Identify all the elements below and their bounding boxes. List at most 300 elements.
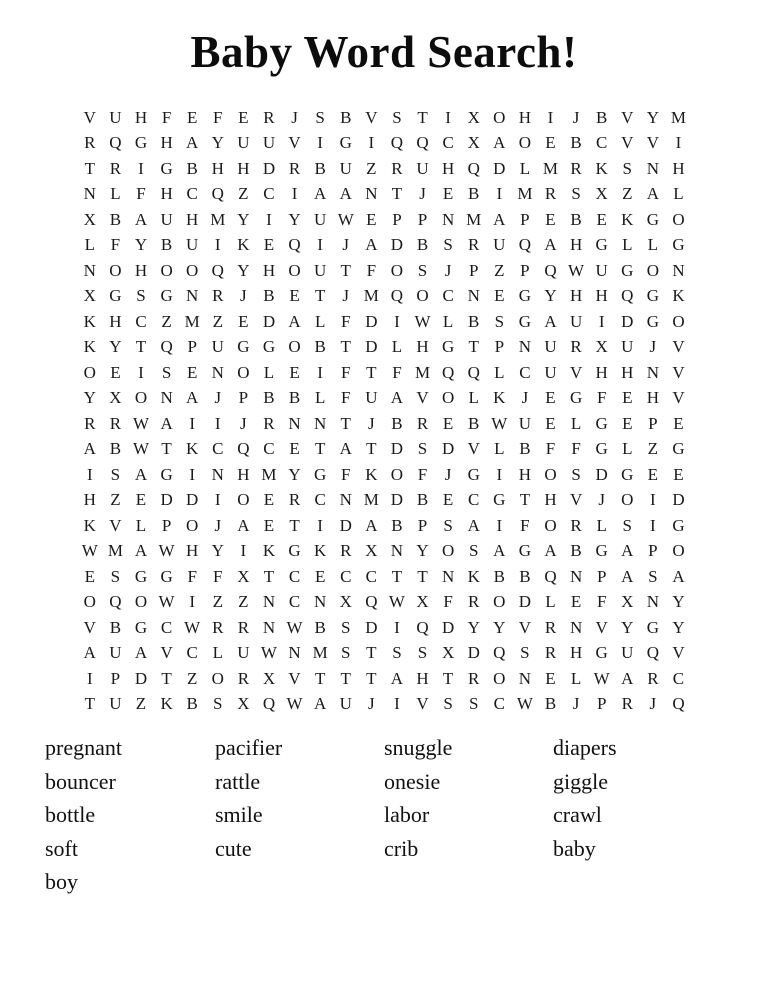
grid-letter: E bbox=[673, 413, 684, 433]
grid-letter: S bbox=[341, 643, 351, 663]
grid-letter: T bbox=[340, 337, 351, 357]
grid-letter: W bbox=[286, 617, 303, 637]
grid-letter: T bbox=[417, 566, 428, 586]
grid-letter: Z bbox=[161, 311, 172, 331]
word-list-item: baby bbox=[553, 835, 596, 861]
grid-letter: L bbox=[212, 643, 223, 663]
grid-letter: A bbox=[390, 668, 404, 688]
grid-letter: L bbox=[391, 337, 403, 357]
grid-letter: O bbox=[390, 260, 404, 280]
grid-letter: J bbox=[342, 286, 350, 306]
grid-letter: E bbox=[366, 209, 377, 229]
grid-letter: F bbox=[443, 592, 453, 612]
grid-letter: N bbox=[83, 260, 96, 280]
grid-letter: B bbox=[519, 566, 531, 586]
grid-letter: N bbox=[83, 184, 96, 204]
grid-letter: M bbox=[517, 184, 533, 204]
grid-letter: B bbox=[493, 566, 505, 586]
grid-letter: L bbox=[314, 311, 326, 331]
grid-letter: B bbox=[314, 158, 326, 178]
grid-letter: Q bbox=[109, 592, 122, 612]
grid-letter: V bbox=[672, 643, 685, 663]
grid-letter: Y bbox=[288, 209, 301, 229]
grid-letter: Y bbox=[211, 541, 224, 561]
grid-letter: N bbox=[646, 592, 659, 612]
grid-letter: E bbox=[545, 209, 556, 229]
grid-letter: S bbox=[417, 439, 428, 459]
grid-letter: S bbox=[571, 464, 581, 484]
grid-letter: U bbox=[109, 107, 122, 127]
grid-letter: A bbox=[493, 209, 506, 229]
grid-letter: V bbox=[672, 362, 685, 382]
grid-letter: L bbox=[519, 158, 531, 178]
grid-letter: R bbox=[237, 668, 250, 688]
grid-letter: A bbox=[288, 311, 301, 331]
grid-letter: J bbox=[598, 490, 605, 510]
grid-letter: C bbox=[493, 694, 505, 714]
grid-letter: V bbox=[621, 133, 634, 153]
grid-letter: Q bbox=[390, 133, 404, 153]
grid-letter: W bbox=[593, 668, 610, 688]
grid-letter: I bbox=[86, 464, 93, 484]
grid-letter: D bbox=[390, 490, 404, 510]
grid-letter: I bbox=[445, 107, 451, 127]
grid-letter: W bbox=[516, 694, 533, 714]
word-list bbox=[45, 731, 617, 899]
grid-letter: G bbox=[441, 337, 455, 357]
grid-letter: M bbox=[184, 311, 200, 331]
grid-letter: T bbox=[263, 566, 275, 586]
word-list-item: pacifier bbox=[215, 735, 283, 760]
grid-letter: B bbox=[570, 541, 582, 561]
grid-letter: O bbox=[134, 592, 148, 612]
grid-letter: L bbox=[494, 439, 505, 459]
word-list-item: labor bbox=[384, 802, 430, 827]
grid-letter: E bbox=[110, 362, 121, 382]
grid-letter: G bbox=[134, 133, 148, 153]
grid-letter: U bbox=[518, 413, 532, 433]
grid-letter: E bbox=[494, 286, 505, 306]
grid-letter: O bbox=[288, 260, 301, 280]
grid-letter: G bbox=[160, 464, 173, 484]
grid-letter: U bbox=[365, 388, 378, 408]
grid-letter: R bbox=[544, 184, 557, 204]
grid-letter: T bbox=[417, 107, 428, 127]
grid-letter: U bbox=[109, 643, 122, 663]
grid-letter: Z bbox=[135, 694, 147, 714]
grid-letter: A bbox=[621, 541, 634, 561]
grid-letter: G bbox=[646, 617, 659, 637]
grid-letter: L bbox=[468, 388, 479, 408]
grid-letter: T bbox=[135, 337, 147, 357]
grid-letter: V bbox=[288, 668, 301, 688]
grid-letter: H bbox=[595, 362, 608, 382]
grid-letter: O bbox=[134, 388, 148, 408]
grid-letter: W bbox=[414, 311, 431, 331]
grid-letter: B bbox=[109, 617, 122, 637]
grid-letter: B bbox=[416, 235, 429, 255]
grid-letter: Q bbox=[416, 617, 429, 637]
grid-letter: S bbox=[648, 566, 658, 586]
grid-letter: Q bbox=[621, 286, 634, 306]
grid-letter: E bbox=[622, 388, 633, 408]
grid-letter: F bbox=[545, 439, 556, 459]
word-list-item: giggle bbox=[553, 768, 608, 794]
grid-letter: U bbox=[569, 311, 583, 331]
grid-letter: N bbox=[211, 464, 224, 484]
grid-letter: O bbox=[441, 388, 455, 408]
grid-letter: F bbox=[341, 311, 351, 331]
grid-letter: A bbox=[186, 388, 199, 408]
grid-letter: O bbox=[390, 464, 404, 484]
grid-letter: J bbox=[572, 694, 580, 714]
grid-letter: V bbox=[83, 617, 96, 637]
grid-letter: N bbox=[365, 184, 378, 204]
grid-letter: O bbox=[160, 260, 173, 280]
grid-letter: C bbox=[468, 490, 480, 510]
grid-letter: H bbox=[544, 490, 557, 510]
word-list-item: crib bbox=[384, 835, 419, 861]
grid-letter: B bbox=[391, 515, 403, 535]
grid-letter: Y bbox=[288, 464, 301, 484]
grid-letter: F bbox=[341, 388, 351, 408]
grid-letter: V bbox=[416, 388, 429, 408]
grid-letter: B bbox=[416, 490, 429, 510]
grid-letter: D bbox=[493, 158, 506, 178]
grid-letter: I bbox=[317, 235, 323, 255]
grid-letter: S bbox=[520, 643, 530, 663]
grid-letter: E bbox=[545, 413, 556, 433]
grid-letter: R bbox=[263, 413, 275, 433]
grid-letter: L bbox=[570, 668, 582, 688]
grid-letter: F bbox=[520, 515, 530, 535]
grid-letter: Q bbox=[262, 694, 276, 714]
grid-letter: E bbox=[84, 566, 95, 586]
grid-letter: Y bbox=[211, 133, 224, 153]
grid-letter: T bbox=[468, 337, 479, 357]
grid-letter: P bbox=[187, 337, 197, 357]
grid-letter: R bbox=[109, 158, 122, 178]
grid-letter: A bbox=[134, 209, 148, 229]
grid-letter: X bbox=[467, 107, 480, 127]
grid-letter: G bbox=[288, 541, 301, 561]
grid-letter: H bbox=[109, 311, 122, 331]
word-list-item: rattle bbox=[215, 768, 261, 794]
grid-letter: T bbox=[84, 694, 95, 714]
grid-letter: R bbox=[570, 515, 582, 535]
word-list-item: cute bbox=[215, 835, 252, 861]
grid-letter: E bbox=[673, 464, 684, 484]
grid-letter: U bbox=[186, 235, 199, 255]
grid-letter: F bbox=[596, 388, 607, 408]
grid-letter: C bbox=[288, 566, 301, 586]
grid-letter: Q bbox=[467, 362, 480, 382]
grid-letter: J bbox=[291, 107, 298, 127]
grid-letter: Y bbox=[621, 617, 634, 637]
grid-letter: N bbox=[467, 286, 480, 306]
grid-letter: E bbox=[238, 311, 249, 331]
grid-letter: E bbox=[442, 413, 454, 433]
grid-letter: G bbox=[595, 413, 608, 433]
grid-letter: U bbox=[416, 158, 429, 178]
grid-letter: V bbox=[288, 133, 301, 153]
grid-letter: G bbox=[160, 286, 173, 306]
grid-letter: T bbox=[442, 668, 454, 688]
word-list-item: bouncer bbox=[45, 768, 116, 794]
grid-letter: A bbox=[544, 311, 557, 331]
grid-letter: N bbox=[569, 566, 583, 586]
grid-letter: I bbox=[317, 133, 323, 153]
grid-letter: J bbox=[214, 388, 222, 408]
grid-letter: I bbox=[214, 235, 221, 255]
grid-letter: J bbox=[444, 464, 452, 484]
grid-letter: F bbox=[213, 107, 223, 127]
grid-letter: I bbox=[86, 668, 93, 688]
grid-letter: O bbox=[186, 515, 199, 535]
grid-letter: R bbox=[288, 158, 301, 178]
grid-letter: G bbox=[595, 235, 608, 255]
grid-letter: G bbox=[160, 566, 173, 586]
grid-letter: G bbox=[339, 133, 352, 153]
grid-letter: A bbox=[493, 541, 506, 561]
grid-letter: C bbox=[519, 362, 531, 382]
grid-letter: G bbox=[595, 541, 608, 561]
grid-letter: I bbox=[266, 209, 272, 229]
grid-letter: U bbox=[339, 158, 352, 178]
grid-letter: E bbox=[238, 107, 249, 127]
grid-letter: P bbox=[648, 541, 658, 561]
grid-letter: B bbox=[596, 107, 608, 127]
grid-letter: C bbox=[186, 184, 198, 204]
grid-letter: H bbox=[134, 107, 148, 127]
grid-letter: D bbox=[186, 490, 199, 510]
grid-letter: O bbox=[672, 311, 685, 331]
grid-letter: S bbox=[468, 694, 479, 714]
grid-letter: G bbox=[621, 464, 634, 484]
grid-letter: B bbox=[340, 107, 352, 127]
grid-letter: C bbox=[160, 617, 173, 637]
grid-letter: I bbox=[496, 464, 503, 484]
grid-letter: J bbox=[444, 260, 452, 280]
grid-letter: P bbox=[110, 668, 121, 688]
grid-letter: Y bbox=[672, 592, 685, 612]
grid-letter: Q bbox=[493, 643, 506, 663]
grid-letter: B bbox=[186, 694, 198, 714]
grid-letter: G bbox=[569, 388, 583, 408]
grid-letter: G bbox=[262, 337, 276, 357]
grid-letter: B bbox=[263, 388, 275, 408]
grid-letter: N bbox=[339, 490, 352, 510]
grid-letter: B bbox=[570, 133, 582, 153]
grid-letter: P bbox=[417, 209, 428, 229]
grid-letter: I bbox=[496, 184, 503, 204]
grid-letter: H bbox=[518, 107, 532, 127]
grid-letter: A bbox=[314, 184, 327, 204]
grid-letter: A bbox=[544, 235, 557, 255]
grid-letter: I bbox=[394, 617, 400, 637]
grid-letter: J bbox=[240, 286, 247, 306]
grid-letter: N bbox=[288, 413, 301, 433]
grid-letter: X bbox=[83, 286, 96, 306]
grid-letter: R bbox=[468, 235, 480, 255]
grid-letter: Y bbox=[646, 107, 659, 127]
grid-letter: N bbox=[160, 388, 173, 408]
grid-letter: E bbox=[570, 592, 582, 612]
grid-letter: D bbox=[160, 490, 173, 510]
grid-letter: I bbox=[189, 413, 195, 433]
grid-letter: A bbox=[365, 515, 378, 535]
grid-letter: T bbox=[340, 260, 351, 280]
grid-letter: P bbox=[596, 566, 607, 586]
grid-letter: M bbox=[414, 362, 431, 382]
grid-letter: N bbox=[314, 592, 327, 612]
grid-letter: D bbox=[595, 464, 608, 484]
grid-letter: K bbox=[186, 439, 199, 459]
grid-letter: E bbox=[647, 464, 659, 484]
grid-letter: X bbox=[441, 643, 455, 663]
word-list-item: soft bbox=[45, 835, 78, 861]
grid-letter: B bbox=[468, 311, 480, 331]
grid-letter: E bbox=[186, 107, 198, 127]
grid-letter: V bbox=[621, 107, 634, 127]
grid-letter: A bbox=[160, 413, 173, 433]
grid-letter: L bbox=[596, 515, 607, 535]
grid-letter: U bbox=[237, 643, 250, 663]
grid-letter: S bbox=[341, 617, 351, 637]
grid-letter: G bbox=[160, 158, 173, 178]
grid-letter: T bbox=[366, 668, 377, 688]
grid-letter: I bbox=[598, 311, 605, 331]
grid-letter: D bbox=[339, 515, 352, 535]
grid-letter: X bbox=[237, 694, 250, 714]
grid-letter: B bbox=[314, 337, 326, 357]
grid-letter: E bbox=[545, 668, 556, 688]
grid-letter: H bbox=[83, 490, 96, 510]
grid-letter: T bbox=[314, 439, 326, 459]
grid-letter: O bbox=[518, 133, 532, 153]
grid-letter: N bbox=[288, 643, 301, 663]
grid-letter: S bbox=[417, 643, 428, 663]
grid-letter: W bbox=[491, 413, 508, 433]
grid-letter: N bbox=[518, 337, 532, 357]
grid-letter: Q bbox=[518, 235, 532, 255]
grid-letter: P bbox=[494, 337, 505, 357]
grid-letter: E bbox=[289, 286, 300, 306]
grid-letter: O bbox=[237, 362, 250, 382]
grid-letter: J bbox=[572, 107, 580, 127]
grid-letter: W bbox=[568, 260, 585, 280]
grid-letter: Z bbox=[238, 184, 249, 204]
grid-letter: H bbox=[621, 362, 634, 382]
grid-letter: G bbox=[467, 464, 480, 484]
grid-letter: M bbox=[210, 209, 226, 229]
grid-letter: X bbox=[83, 209, 96, 229]
grid-letter: K bbox=[314, 541, 327, 561]
grid-letter: P bbox=[161, 515, 172, 535]
grid-letter: S bbox=[494, 311, 505, 331]
grid-letter: E bbox=[263, 490, 275, 510]
grid-letter: W bbox=[158, 541, 175, 561]
grid-letter: B bbox=[391, 413, 403, 433]
grid-letter: Q bbox=[109, 133, 122, 153]
grid-letter: C bbox=[314, 490, 326, 510]
grid-letter: F bbox=[596, 592, 607, 612]
grid-letter: G bbox=[134, 617, 148, 637]
grid-letter: I bbox=[291, 184, 298, 204]
grid-letter: X bbox=[109, 388, 122, 408]
grid-letter: K bbox=[83, 337, 96, 357]
grid-letter: P bbox=[648, 413, 658, 433]
grid-letter: N bbox=[262, 592, 276, 612]
grid-letter: T bbox=[391, 184, 403, 204]
grid-letter: S bbox=[622, 515, 632, 535]
grid-letter: F bbox=[417, 464, 428, 484]
grid-letter: Z bbox=[622, 184, 633, 204]
grid-letter: K bbox=[365, 464, 378, 484]
grid-letter: A bbox=[621, 668, 634, 688]
grid-letter: I bbox=[317, 515, 323, 535]
grid-letter: C bbox=[442, 286, 454, 306]
grid-letter: W bbox=[260, 643, 277, 663]
grid-letter: P bbox=[392, 209, 402, 229]
grid-letter: A bbox=[314, 694, 327, 714]
grid-letter: P bbox=[238, 388, 249, 408]
grid-letter: B bbox=[519, 439, 531, 459]
grid-letter: E bbox=[622, 413, 633, 433]
grid-letter: U bbox=[109, 694, 122, 714]
grid-letter: N bbox=[672, 260, 685, 280]
grid-letter: I bbox=[496, 515, 503, 535]
grid-letter: D bbox=[390, 235, 404, 255]
grid-letter: Z bbox=[366, 158, 377, 178]
grid-letter: D bbox=[390, 439, 404, 459]
grid-letter: U bbox=[160, 209, 173, 229]
grid-letter: P bbox=[417, 515, 428, 535]
grid-letter: T bbox=[391, 566, 403, 586]
grid-letter: F bbox=[571, 439, 581, 459]
grid-letter: H bbox=[186, 541, 199, 561]
grid-letter: K bbox=[493, 388, 506, 408]
grid-letter: T bbox=[340, 413, 351, 433]
grid-letter: Z bbox=[494, 260, 505, 280]
grid-letter: M bbox=[542, 158, 559, 178]
grid-letter: D bbox=[262, 311, 276, 331]
grid-letter: I bbox=[214, 490, 221, 510]
grid-letter: P bbox=[520, 209, 530, 229]
grid-letter: O bbox=[672, 209, 685, 229]
grid-letter: Z bbox=[110, 490, 121, 510]
word-list-item: smile bbox=[215, 802, 263, 827]
grid-letter: G bbox=[672, 515, 685, 535]
grid-letter: J bbox=[368, 413, 375, 433]
grid-letter: I bbox=[650, 515, 656, 535]
grid-letter: S bbox=[392, 107, 402, 127]
grid-letter: N bbox=[314, 413, 327, 433]
grid-letter: B bbox=[160, 235, 173, 255]
grid-letter: T bbox=[340, 668, 351, 688]
grid-letter: D bbox=[441, 617, 455, 637]
grid-letter: A bbox=[621, 566, 634, 586]
grid-letter: F bbox=[110, 235, 121, 255]
grid-letter: B bbox=[570, 209, 582, 229]
grid-letter: F bbox=[161, 107, 172, 127]
grid-letter: X bbox=[467, 133, 480, 153]
grid-letter: X bbox=[595, 184, 608, 204]
grid-letter: O bbox=[493, 592, 506, 612]
grid-letter: G bbox=[518, 311, 532, 331]
grid-letter: L bbox=[570, 413, 582, 433]
grid-letter: E bbox=[442, 490, 454, 510]
